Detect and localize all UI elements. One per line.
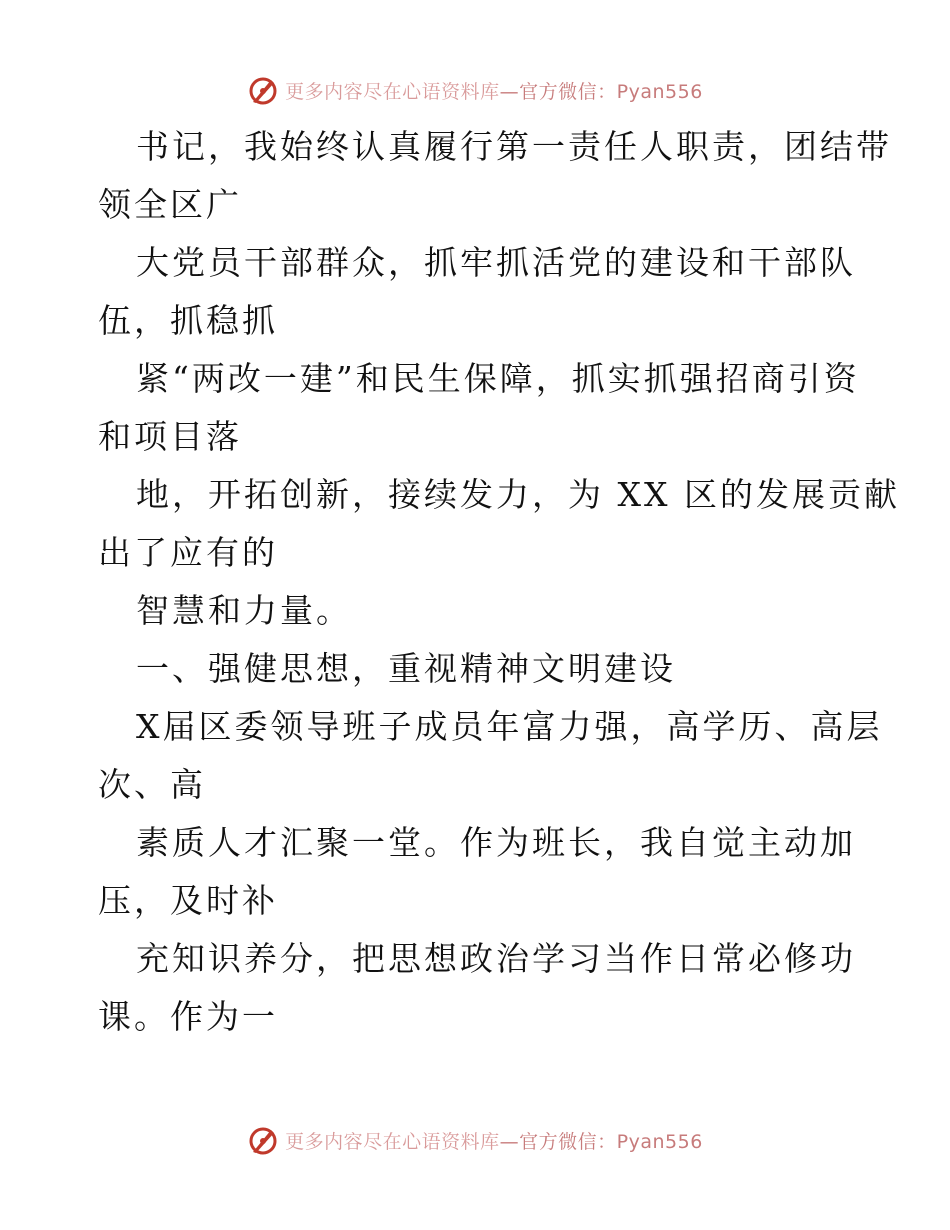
- text-line: 大党员干部群众，抓牢抓活党的建设和干部队: [136, 243, 856, 282]
- text-line: 出了应有的: [98, 533, 278, 572]
- text-line: 素质人才汇聚一堂。作为班长，我自觉主动加: [136, 823, 856, 862]
- text-line: 书记，我始终认真履行第一责任人职责，团结带: [136, 127, 892, 166]
- banner-text: [285, 1127, 703, 1154]
- text-line: 次、高: [98, 765, 206, 804]
- text-line: 紧“两改一建”和民生保障，抓实抓强招商引资: [136, 359, 860, 398]
- footer-banner: [0, 1120, 950, 1160]
- banner-prefix: 更多内容尽在心语资料库: [285, 80, 500, 103]
- text-line: 压，及时补: [98, 881, 278, 920]
- banner-suffix: —官方微信：Pyan556: [499, 80, 703, 103]
- text-line: 和项目落: [98, 417, 242, 456]
- document-body: [98, 118, 900, 1046]
- banner-suffix: —官方微信：Pyan556: [499, 1130, 703, 1153]
- banner-prefix: 更多内容尽在心语资料库: [285, 1130, 500, 1153]
- banner-text: [285, 77, 703, 104]
- text-line: 充知识养分，把思想政治学习当作日常必修功: [136, 939, 856, 978]
- text-line: 伍，抓稳抓: [98, 301, 278, 340]
- quill-logo-icon: [247, 74, 279, 106]
- text-line: 课。作为一: [98, 997, 278, 1036]
- text-line: X届区委领导班子成员年富力强，高学历、高层: [136, 707, 883, 746]
- header-banner: [0, 70, 950, 110]
- text-line: 一、强健思想，重视精神文明建设: [136, 649, 676, 688]
- text-line: 领全区广: [98, 185, 242, 224]
- text-line: 智慧和力量。: [136, 591, 352, 630]
- quill-logo-icon: [247, 1124, 279, 1156]
- text-line: 地，开拓创新，接续发力，为 XX 区的发展贡献: [136, 475, 900, 514]
